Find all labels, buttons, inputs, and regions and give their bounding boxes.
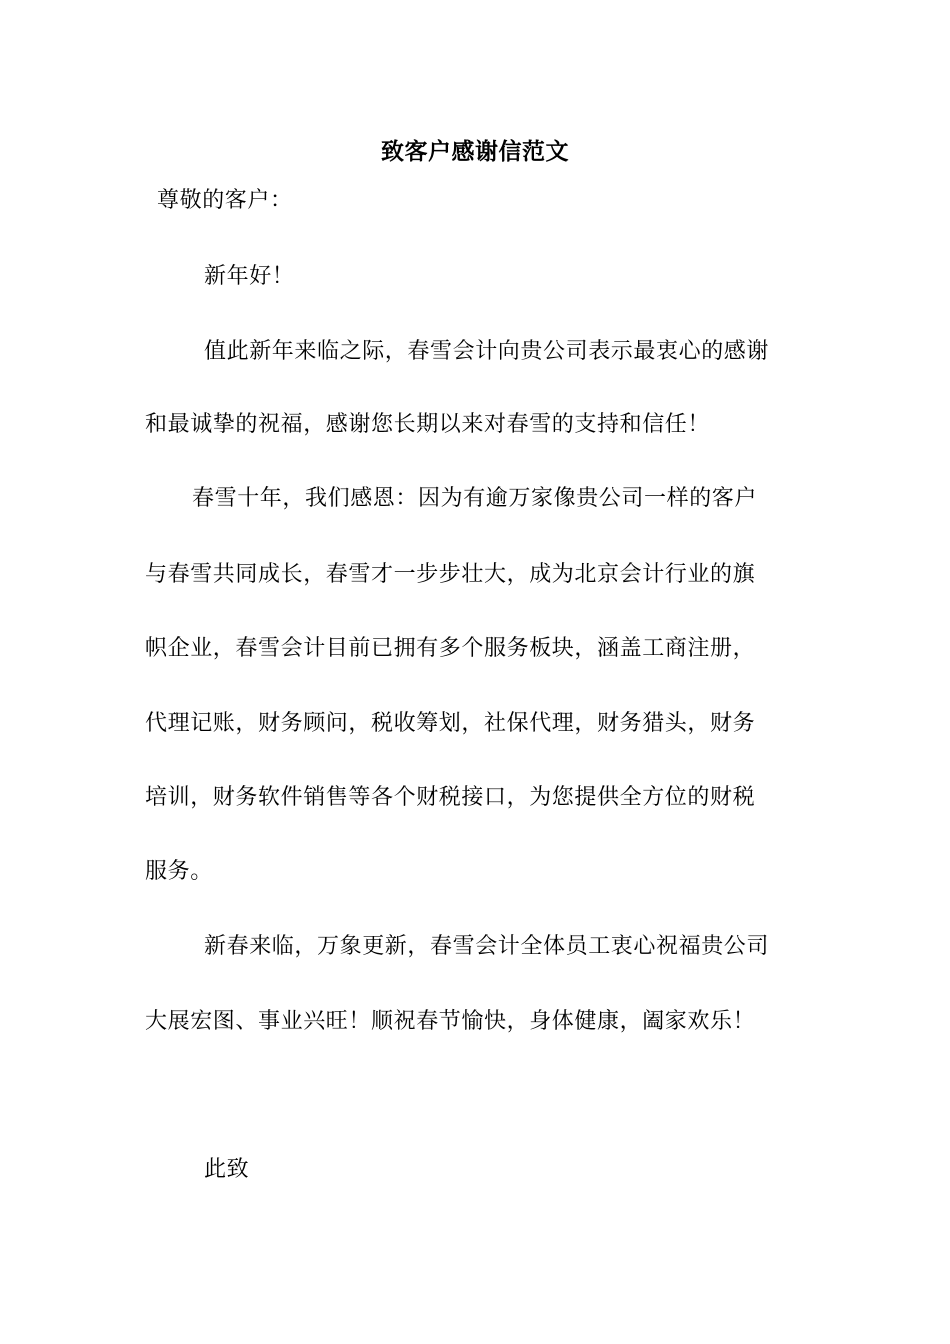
document-title: 致客户感谢信范文 xyxy=(381,138,569,165)
paragraph-2-line-2: 与春雪共同成长，春雪才一步步壮大，成为北京会计行业的旗 xyxy=(145,562,756,587)
paragraph-2-line-6: 服务。 xyxy=(145,859,213,884)
greeting: 新年好！ xyxy=(204,264,295,289)
salutation: 尊敬的客户： xyxy=(157,188,293,213)
paragraph-1-line-2: 和最诚挚的祝福，感谢您长期以来对春雪的支持和信任！ xyxy=(145,412,711,437)
paragraph-1-line-1: 值此新年来临之际，春雪会计向贵公司表示最衷心的感谢 xyxy=(204,339,770,364)
paragraph-2-line-5: 培训，财务软件销售等各个财税接口，为您提供全方位的财税 xyxy=(145,785,756,810)
paragraph-3-line-1: 新春来临，万象更新，春雪会计全体员工衷心祝福贵公司 xyxy=(204,934,770,959)
paragraph-2-line-3: 帜企业，春雪会计目前已拥有多个服务板块，涵盖工商注册， xyxy=(145,636,756,661)
paragraph-3-line-2: 大展宏图、事业兴旺！顺祝春节愉快，身体健康，阖家欢乐！ xyxy=(145,1009,756,1034)
paragraph-2-line-4: 代理记账，财务顾问，税收筹划，社保代理，财务猎头，财务 xyxy=(145,711,756,736)
paragraph-2-line-1: 春雪十年，我们感恩：因为有逾万家像贵公司一样的客户 xyxy=(192,486,758,511)
closing: 此致 xyxy=(204,1157,250,1182)
